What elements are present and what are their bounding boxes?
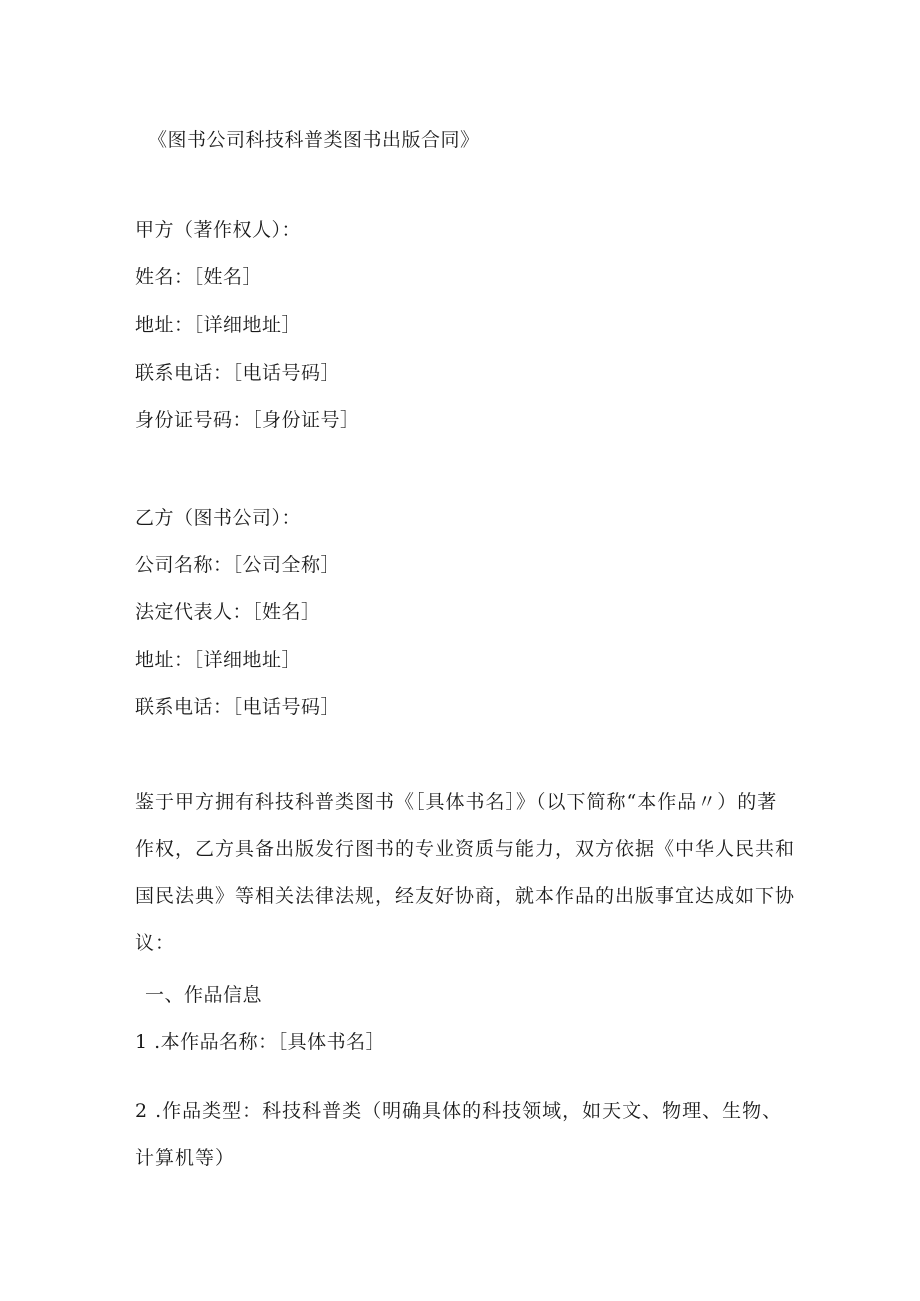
section-1-heading: 一、作品信息 <box>145 984 263 1006</box>
section-1-item-1: 1 .本作品名称：［具体书名］ <box>135 1031 386 1053</box>
party-b-company: 公司名称：［公司全称］ <box>135 554 341 576</box>
preamble-paragraph: 鉴于甲方拥有科技科普类图书《［具体书名］》（以下简称“本作品〃）的著作权，乙方具备出版发行图书的专业资质与能力，双方依据《中华人民共和国民法典》等相关法律法规，经友好协商，就本作品的出版事宜达成如下协议： <box>135 791 796 954</box>
party-a-id-number: 身份证号码：［身份证号］ <box>135 409 360 431</box>
party-a-address: 地址：［详细地址］ <box>135 314 302 336</box>
section-1-item-2: 2 .作品类型：科技科普类（明确具体的科技领域，如天文、物理、生物、计算机等） <box>135 1100 783 1169</box>
party-a-heading: 甲方（著作权人）： <box>135 219 302 241</box>
party-a-phone: 联系电话：［电话号码］ <box>135 362 341 384</box>
party-b-phone: 联系电话：［电话号码］ <box>135 696 341 718</box>
party-b-address: 地址：［详细地址］ <box>135 649 302 671</box>
party-b-legal-rep: 法定代表人：［姓名］ <box>135 601 321 623</box>
party-b-heading: 乙方（图书公司）： <box>135 507 302 529</box>
document-title: 《图书公司科技科普类图书出版合同》 <box>148 129 480 151</box>
party-a-name: 姓名：［姓名］ <box>135 266 263 288</box>
